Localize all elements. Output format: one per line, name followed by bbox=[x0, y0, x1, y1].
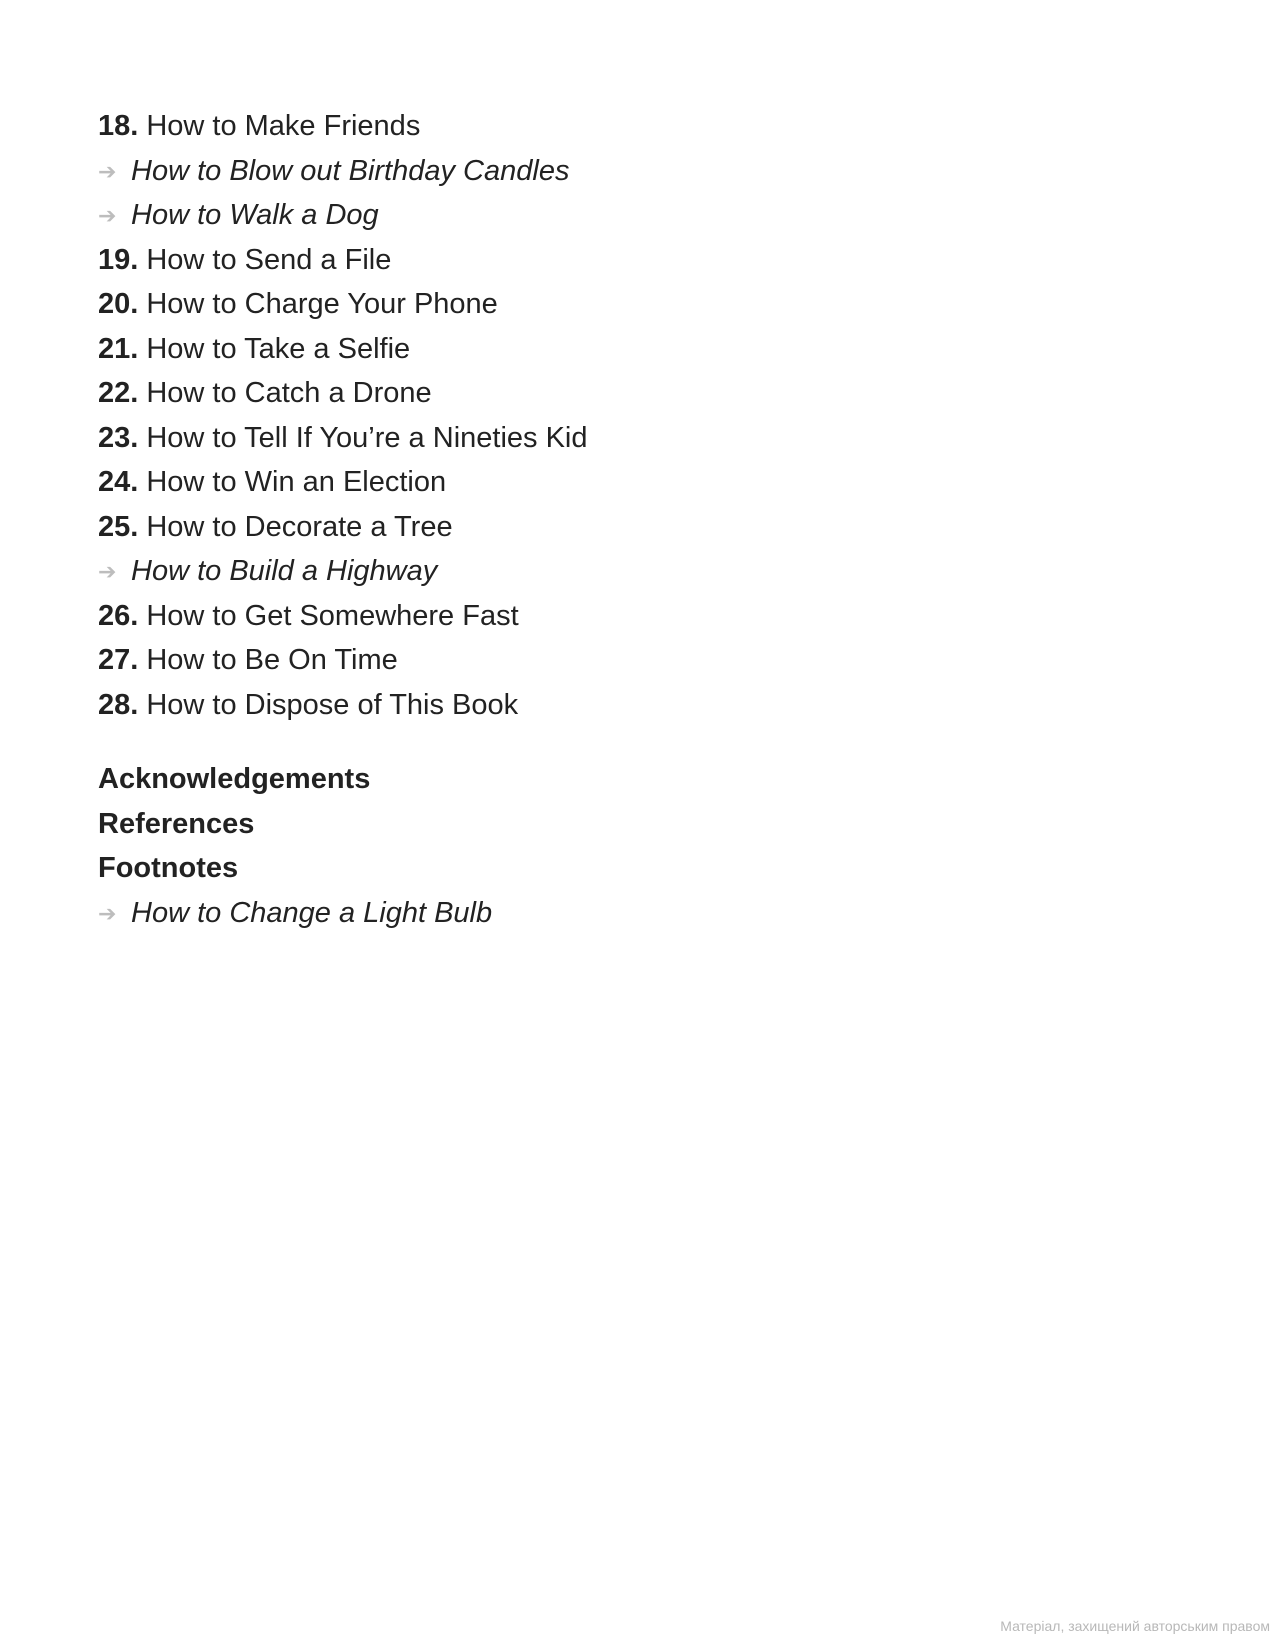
back-matter bbox=[98, 757, 492, 935]
chapter-number: 19. bbox=[98, 243, 139, 276]
chapter-number: 18. bbox=[98, 110, 139, 142]
chapter-number: 27. bbox=[98, 644, 139, 676]
chapter-number: 25. bbox=[98, 510, 139, 543]
subentry-title: How to Build a Highway bbox=[131, 555, 438, 587]
chapter-title: How to Make Friends bbox=[146, 110, 421, 142]
toc-acknowledgements[interactable]: Acknowledgements bbox=[98, 763, 371, 795]
toc-entry-26[interactable] bbox=[98, 594, 588, 639]
toc-subentry[interactable] bbox=[98, 549, 588, 594]
chapter-number: 28. bbox=[98, 688, 139, 721]
toc-entry-22[interactable] bbox=[98, 371, 588, 416]
chapter-number: 23. bbox=[98, 421, 139, 454]
arrow-right-icon: ➔ bbox=[98, 559, 117, 584]
table-of-contents bbox=[98, 104, 588, 727]
toc-entry-28[interactable] bbox=[98, 683, 588, 728]
arrow-right-icon: ➔ bbox=[98, 900, 117, 926]
toc-entry-18[interactable] bbox=[98, 104, 588, 149]
toc-entry-23[interactable] bbox=[98, 416, 588, 461]
toc-entry-20[interactable] bbox=[98, 282, 588, 327]
subentry-title: How to Walk a Dog bbox=[131, 199, 379, 231]
toc-entry-25[interactable] bbox=[98, 505, 588, 550]
chapter-number: 24. bbox=[98, 466, 139, 498]
chapter-number: 26. bbox=[98, 599, 139, 632]
chapter-title: How to Send a File bbox=[146, 243, 392, 276]
toc-entry-21[interactable] bbox=[98, 327, 588, 372]
subentry-title: How to Change a Light Bulb bbox=[131, 896, 493, 929]
chapter-title: How to Dispose of This Book bbox=[146, 688, 519, 721]
toc-entry-19[interactable] bbox=[98, 238, 588, 283]
toc-subentry[interactable] bbox=[98, 149, 588, 194]
chapter-title: How to Catch a Drone bbox=[146, 377, 432, 409]
chapter-title: How to Tell If You’re a Nineties Kid bbox=[146, 421, 588, 454]
toc-references[interactable]: References bbox=[98, 807, 255, 840]
chapter-title: How to Be On Time bbox=[146, 644, 398, 676]
chapter-title: How to Get Somewhere Fast bbox=[146, 599, 519, 632]
chapter-title: How to Decorate a Tree bbox=[146, 510, 453, 543]
chapter-number: 21. bbox=[98, 332, 139, 365]
toc-subentry[interactable] bbox=[98, 891, 492, 936]
chapter-title: How to Win an Election bbox=[146, 466, 447, 498]
toc-entry-24[interactable] bbox=[98, 460, 588, 505]
chapter-number: 22. bbox=[98, 377, 139, 409]
arrow-right-icon: ➔ bbox=[98, 158, 117, 184]
chapter-title: How to Charge Your Phone bbox=[146, 288, 498, 320]
toc-entry-27[interactable] bbox=[98, 638, 588, 683]
copyright-watermark: Матеріал, захищений авторським правом bbox=[1000, 1618, 1270, 1634]
subentry-title: How to Blow out Birthday Candles bbox=[131, 154, 570, 187]
toc-footnotes[interactable]: Footnotes bbox=[98, 852, 239, 884]
chapter-number: 20. bbox=[98, 288, 139, 320]
arrow-right-icon: ➔ bbox=[98, 203, 117, 228]
toc-subentry[interactable] bbox=[98, 193, 588, 238]
chapter-title: How to Take a Selfie bbox=[146, 332, 411, 365]
